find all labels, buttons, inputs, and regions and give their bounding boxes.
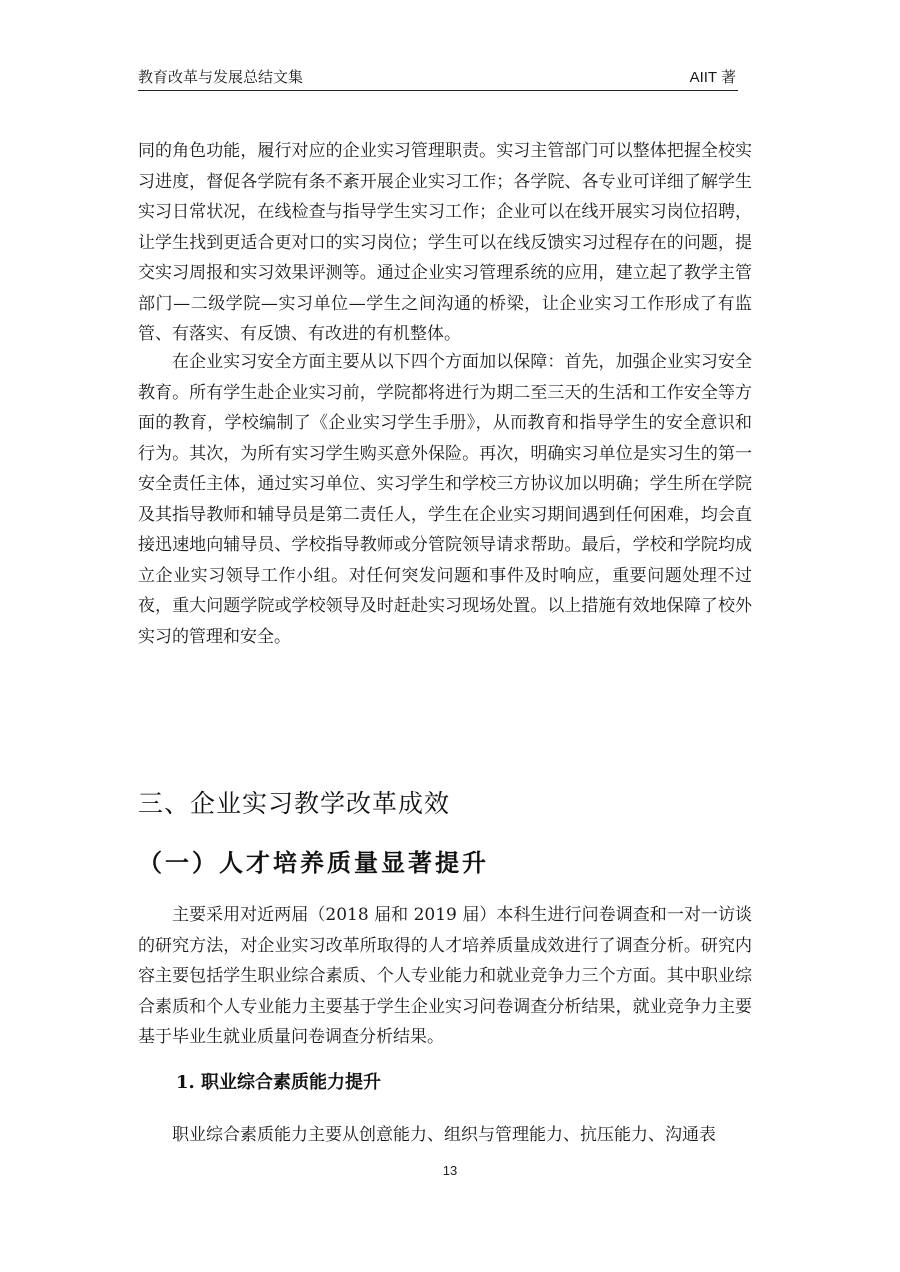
paragraph-survey-method: 主要采用对近两届（2018 届和 2019 届）本科生进行问卷调查和一对一访谈的研究方法，对企业实习改革所取得的人才培养质量成效进行了调查分析。研究内容主要包括学生职业综合素质、个人专业能力和就业竞争力三个方面。其中职业综合素质和个人专业能力主要基于学生企业实习问卷调查分析结果，就业竞争力主要基于毕业生就业质量问卷调查分析结果。	[138, 905, 752, 1047]
subsubsection-heading: 1. 职业综合素质能力提升	[176, 1072, 382, 1093]
page-number: 13	[442, 1163, 458, 1178]
paragraph-internship-management-system: 同的角色功能，履行对应的企业实习管理职责。实习主管部门可以整体把握全校实习进度，督促各学院有条不紊开展企业实习工作；各学院、各专业可详细了解学生实习日常状况，在线检查与指导学生实习工作；企业可以在线开展实习岗位招聘，让学生找到更适合更对口的实习岗位；学生可以在线反馈实习过程存在的问题，提交实习周报和实习效果评测等。通过企业实习管理系统的应用，建立起了教学主管部门—二级学院—实习单位—学生之间沟通的桥梁，让企业实习工作形成了有监管、有落实、有反馈、有改进的有机整体。	[138, 141, 752, 344]
subsection-heading: （一）人才培养质量显著提升	[138, 848, 489, 877]
paragraph-internship-safety: 在企业实习安全方面主要从以下四个方面加以保障：首先，加强企业实习安全教育。所有学生赴企业实习前，学院都将进行为期二至三天的生活和工作安全等方面的教育，学校编制了《企业实习学生手册》，从而教育和指导学生的安全意识和行为。其次，为所有实习学生购买意外保险。再次，明确实习单位是实习生的第一安全责任主体，通过实习单位、实习学生和学校三方协议加以明确；学生所在学院及其指导教师和辅导员是第二责任人，学生在企业实习期间遇到任何困难，均会直接迅速地向辅导员、学校指导教师或分管院领导请求帮助。最后，学校和学院均成立企业实习领导工作小组。对任何突发问题和事件及时响应，重要问题处理不过夜，重大问题学院或学校领导及时赶赴实习现场处置。以上措施有效地保障了校外实习的管理和安全。	[138, 352, 752, 647]
section-heading: 三、企业实习教学改革成效	[138, 789, 451, 818]
header-author: AIIT 著	[689, 69, 736, 86]
paragraph-professional-quality: 职业综合素质能力主要从创意能力、组织与管理能力、抗压能力、沟通表	[172, 1125, 716, 1145]
running-header	[138, 64, 738, 91]
header-book-title: 教育改革与发展总结文集	[138, 68, 304, 86]
